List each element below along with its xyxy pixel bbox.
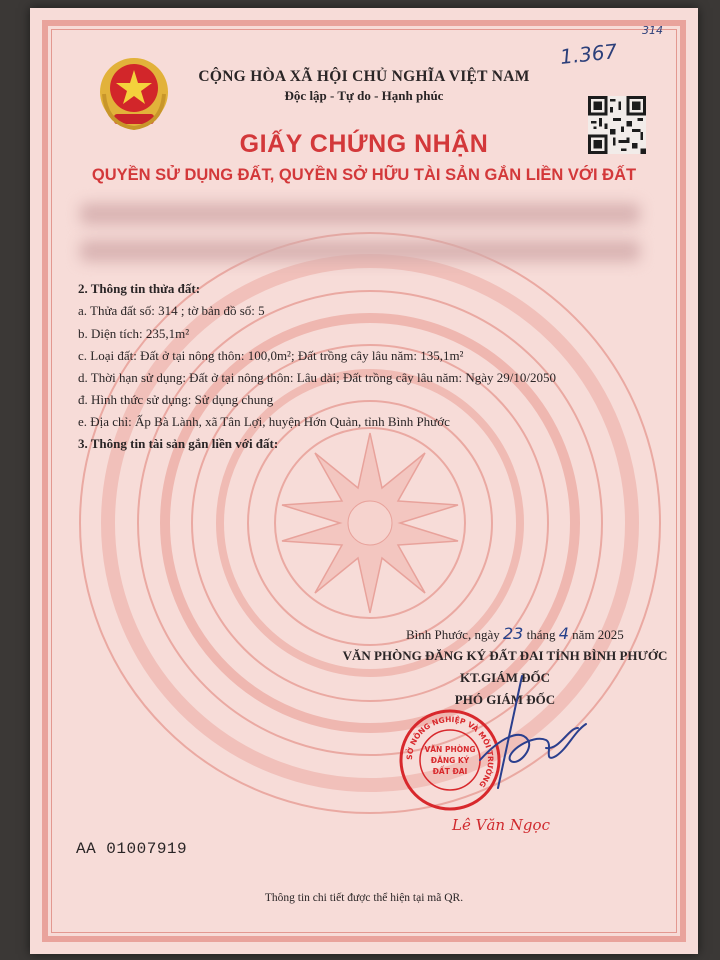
- usage-term: d. Thời hạn sử dụng: Đất ở tại nông thôn: Lâu dài; Đất trồng cây lâu năm: Ngày 29/10/2050: [78, 370, 557, 385]
- national-motto: Độc lập - Tự do - Hạnh phúc: [284, 88, 444, 103]
- parcel-address: e. Địa chỉ: Ấp Bà Lành, xã Tân Lợi, huyện Hớn Quản, tỉnh Bình Phước: [78, 414, 450, 429]
- parcel-area: b. Diện tích: 235,1m²: [78, 326, 190, 341]
- certificate-number: AA 01007919: [76, 840, 188, 858]
- country-name: CỘNG HÒA XÃ HỘI CHỦ NGHĨA VIỆT NAM: [198, 68, 530, 85]
- handwritten-serial: 1.367: [558, 39, 619, 69]
- section-3-heading: 3. Thông tin tài sản gắn liền với đất:: [78, 436, 279, 451]
- redacted-owner-info-2: [80, 240, 640, 262]
- certificate-subtitle: QUYỀN SỬ DỤNG ĐẤT, QUYỀN SỞ HỮU TÀI SẢN GẮN LIỀN VỚI ĐẤT: [91, 166, 637, 184]
- date-month: 4: [558, 624, 569, 643]
- issuing-office: VĂN PHÒNG ĐĂNG KÝ ĐẤT ĐAI TỈNH BÌNH PHƯỚC: [342, 648, 668, 663]
- on-behalf-of: KT.GIÁM ĐỐC: [459, 670, 551, 685]
- seal-ring-text: SỞ NÔNG NGHIỆP VÀ MÔI TRƯỜNG: [404, 714, 496, 790]
- handwritten-signature-icon: [450, 668, 600, 798]
- date-day: 23: [502, 624, 524, 643]
- certificate-title: GIẤY CHỨNG NHẬN: [239, 130, 489, 158]
- seal-center-line-2: ĐĂNG KÝ: [430, 756, 470, 765]
- certificate-paper: [30, 8, 698, 954]
- usage-form: đ. Hình thức sử dụng: Sử dụng chung: [78, 392, 274, 407]
- qr-note: Thông tin chi tiết được thể hiện tại mã QR.: [264, 892, 464, 904]
- parcel-number: a. Thửa đất số: 314 ; tờ bản đồ số: 5: [78, 303, 265, 318]
- corner-note: 314: [642, 24, 663, 37]
- redacted-owner-info: [80, 203, 640, 225]
- signer-position: PHÓ GIÁM ĐỐC: [454, 692, 556, 707]
- month-label: tháng: [526, 627, 556, 642]
- date-prefix: Bình Phước, ngày: [406, 627, 500, 642]
- signer-name: Lê Văn Ngọc: [452, 816, 550, 834]
- seal-center-line-3: ĐẤT ĐAI: [432, 767, 468, 776]
- date-line: [406, 624, 624, 643]
- year-label: năm 2025: [572, 627, 624, 642]
- land-type: c. Loại đất: Đất ở tại nông thôn: 100,0m²; Đất trồng cây lâu năm: 135,1m²: [78, 348, 464, 363]
- seal-center-line-1: VĂN PHÒNG: [424, 745, 476, 754]
- section-2-heading: 2. Thông tin thửa đất:: [78, 281, 201, 296]
